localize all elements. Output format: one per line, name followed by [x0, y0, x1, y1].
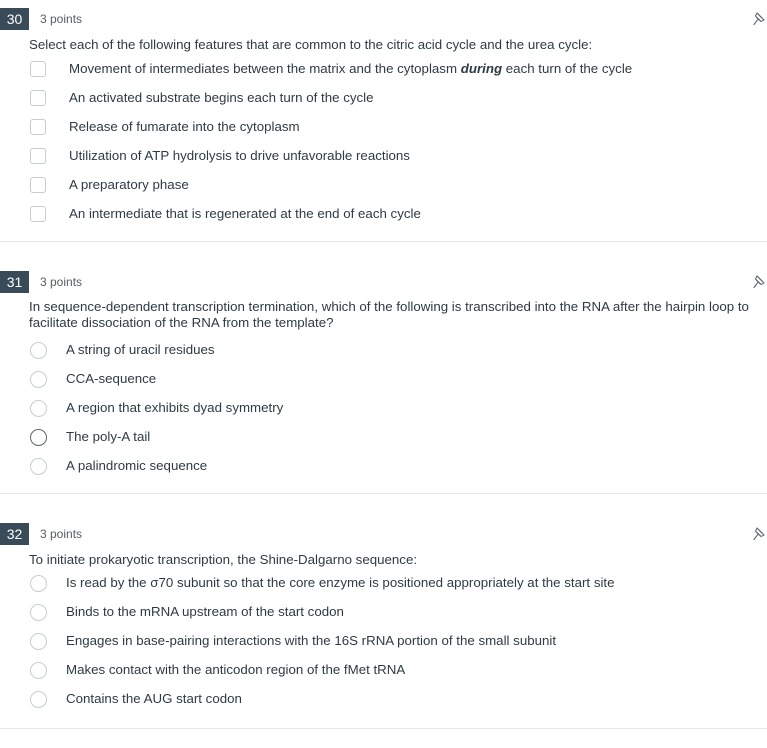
answer-label: Engages in base-pairing interactions with the 16S rRNA portion of the small subunit: [66, 633, 557, 648]
answer-label: Utilization of ATP hydrolysis to drive unfavorable reactions: [69, 148, 410, 163]
answer-option[interactable]: [0, 113, 767, 142]
answer-radio[interactable]: [30, 342, 47, 359]
pin-icon[interactable]: [753, 275, 765, 289]
answer-option[interactable]: [0, 685, 767, 714]
answer-label: A region that exhibits dyad symmetry: [66, 400, 284, 415]
question-number: 31: [0, 271, 29, 293]
answer-label: A string of uracil residues: [66, 342, 215, 357]
answer-checkbox[interactable]: [30, 148, 46, 164]
answer-option[interactable]: [0, 627, 767, 656]
answer-option[interactable]: [0, 569, 767, 598]
pin-icon[interactable]: [753, 527, 765, 541]
answer-option[interactable]: [0, 656, 767, 685]
answer-option[interactable]: [0, 84, 767, 113]
answer-option[interactable]: [0, 452, 767, 481]
question-text: To initiate prokaryotic transcription, the Shine-Dalgarno sequence:: [29, 552, 418, 567]
answer-checkbox[interactable]: [30, 177, 46, 193]
answer-checkbox[interactable]: [30, 206, 46, 222]
answer-label-emphasis: during: [460, 61, 503, 76]
question-divider: [0, 728, 767, 729]
question-points: 3 points: [40, 275, 83, 289]
answer-radio[interactable]: [30, 575, 47, 592]
answer-option[interactable]: [0, 142, 767, 171]
answer-list: [0, 336, 767, 481]
answer-label: The poly-A tail: [66, 429, 151, 444]
answer-label: A preparatory phase: [69, 177, 189, 192]
question-divider: [0, 493, 767, 494]
answer-label: An activated substrate begins each turn of the cycle: [69, 90, 374, 105]
question-text: In sequence-dependent transcription termination, which of the following is transcribed into the RNA after the hairpin loop to facilitate dissociation of the RNA from the template?: [29, 299, 749, 330]
question-number: 32: [0, 523, 29, 545]
answer-checkbox[interactable]: [30, 119, 46, 135]
question-text: Select each of the following features that are common to the citric acid cycle and the urea cycle:: [29, 37, 593, 52]
answer-option[interactable]: [0, 171, 767, 200]
question-divider: [0, 241, 767, 242]
pin-icon[interactable]: [753, 12, 765, 26]
answer-radio[interactable]: [30, 400, 47, 417]
question-points: 3 points: [40, 12, 83, 26]
answer-option[interactable]: [0, 365, 767, 394]
answer-label: Binds to the mRNA upstream of the start codon: [66, 604, 344, 619]
answer-option[interactable]: [0, 394, 767, 423]
answer-label-text: each turn of the cycle: [502, 61, 633, 76]
answer-option[interactable]: [0, 200, 767, 229]
answer-radio[interactable]: [30, 371, 47, 388]
answer-label: Release of fumarate into the cytoplasm: [69, 119, 300, 134]
answer-label: An intermediate that is regenerated at the end of each cycle: [69, 206, 421, 221]
answer-option[interactable]: [0, 423, 767, 452]
answer-checkbox[interactable]: [30, 90, 46, 106]
answer-list: [0, 569, 767, 714]
question-number: 30: [0, 8, 29, 30]
answer-label: Is read by the σ70 subunit so that the core enzyme is positioned appropriately at the start site: [66, 575, 615, 590]
answer-radio[interactable]: [30, 458, 47, 475]
answer-label-text: Movement of intermediates between the matrix and the cytoplasm: [69, 61, 461, 76]
answer-checkbox[interactable]: [30, 61, 46, 77]
answer-label: Contains the AUG start codon: [66, 691, 242, 706]
answer-label: CCA-sequence: [66, 371, 157, 386]
answer-radio[interactable]: [30, 429, 47, 446]
answer-radio[interactable]: [30, 691, 47, 708]
question-points: 3 points: [40, 527, 83, 541]
answer-option[interactable]: [0, 336, 767, 365]
answer-label: Makes contact with the anticodon region of the fMet tRNA: [66, 662, 406, 677]
answer-radio[interactable]: [30, 662, 47, 679]
answer-label: A palindromic sequence: [66, 458, 208, 473]
answer-label: [69, 61, 632, 77]
answer-option[interactable]: [0, 598, 767, 627]
answer-list: [0, 55, 767, 229]
answer-option[interactable]: [0, 55, 767, 84]
answer-radio[interactable]: [30, 604, 47, 621]
answer-radio[interactable]: [30, 633, 47, 650]
